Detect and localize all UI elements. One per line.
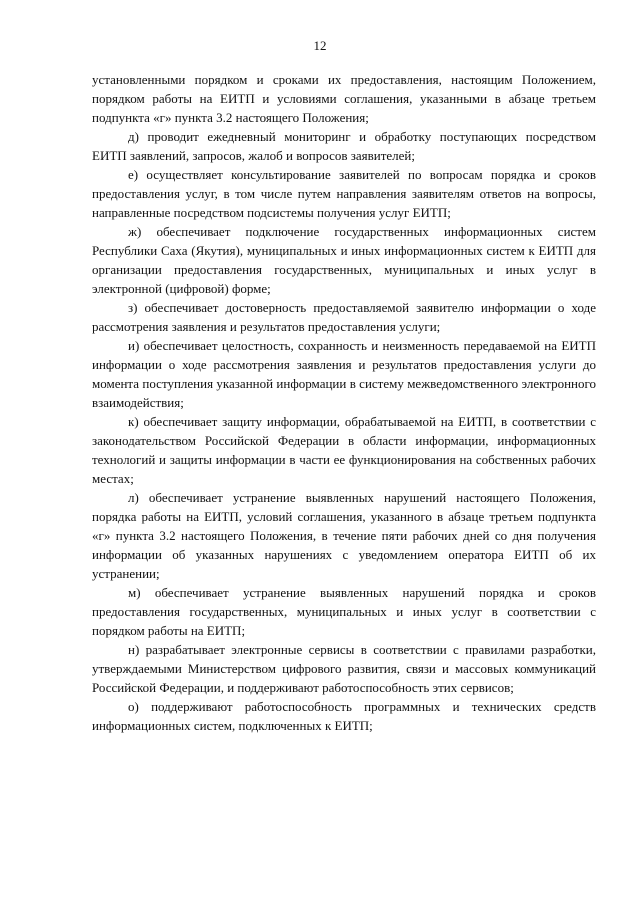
paragraph-item-l: л) обеспечивает устранение выявленных нарушений настоящего Положения, порядка работы на ЕИТП, условий соглашения, указанного в абзаце третьем подпункта «г» пункта 3.2 настоящего Положения, в течение пяти рабочих дней со дня получения информации об указанных нарушениях с уведомлением оператора ЕИТП об их устранении; [92, 490, 596, 581]
paragraph-item-d: д) проводит ежедневный мониторинг и обработку поступающих посредством ЕИТП заявлений, запросов, жалоб и вопросов заявителей; [92, 129, 596, 163]
paragraph-item-o: о) поддерживают работоспособность программных и технических средств информационных систем, подключенных к ЕИТП; [92, 699, 596, 733]
document-body [92, 70, 596, 735]
page-number: 12 [313, 38, 327, 53]
paragraph-continuation: установленными порядком и сроками их предоставления, настоящим Положением, порядком работы на ЕИТП и условиями соглашения, указанными в абзаце третьем подпункта «г» пункта 3.2 настоящего Положения; [92, 72, 596, 125]
paragraph-item-m: м) обеспечивает устранение выявленных нарушений порядка и сроков предоставления государственных, муниципальных и иных услуг в соответствии с порядком работы на ЕИТП; [92, 585, 596, 638]
paragraph-item-i: и) обеспечивает целостность, сохранность и неизменность передаваемой на ЕИТП информации о ходе рассмотрения заявления и результатов предоставления услуги до момента поступления указанной информации в систему межведомственного электронного взаимодействия; [92, 338, 596, 410]
paragraph-item-z: з) обеспечивает достоверность предоставляемой заявителю информации о ходе рассмотрения заявления и результатов предоставления услуги; [92, 300, 596, 334]
paragraph-item-n: н) разрабатывает электронные сервисы в соответствии с правилами разработки, утверждаемыми Министерством цифрового развития, связи и массовых коммуникаций Российской Федерации, и поддерживают работоспособность этих сервисов; [92, 642, 596, 695]
paragraph-item-k: к) обеспечивает защиту информации, обрабатываемой на ЕИТП, в соответствии с законодательством Российской Федерации в области информации, информационных технологий и защиты информации в части ее функционирования на собственных рабочих местах; [92, 414, 596, 486]
paragraph-item-e: е) осуществляет консультирование заявителей по вопросам порядка и сроков предоставления услуг, в том числе путем направления заявителям ответов на вопросы, направленные посредством подсистемы получения услуг ЕИТП; [92, 167, 596, 220]
paragraph-item-zh: ж) обеспечивает подключение государственных информационных систем Республики Саха (Якутия), муниципальных и иных информационных систем к ЕИТП для организации предоставления государственных, муниципальных и иных услуг в электронной (цифровой) форме; [92, 224, 596, 296]
